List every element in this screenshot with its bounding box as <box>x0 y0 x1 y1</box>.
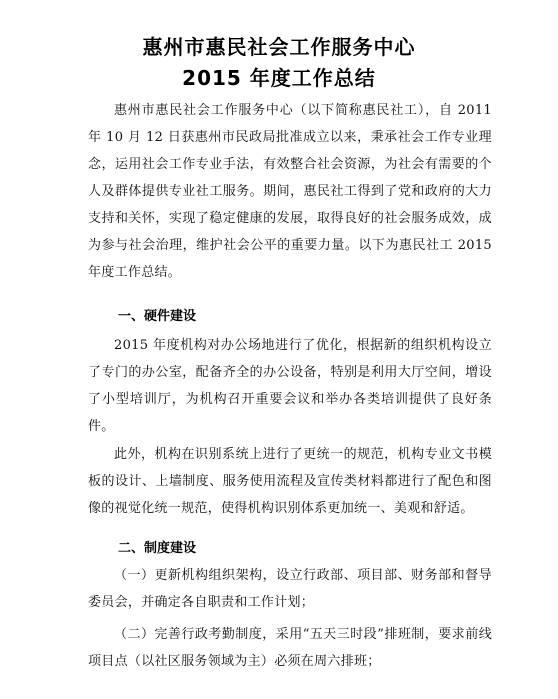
section-heading-hardware: 一、硬件建设 <box>118 309 197 324</box>
section-heading-system: 二、制度建设 <box>118 541 197 556</box>
document-title-line1: 惠州市惠民社会工作服务中心 <box>142 35 416 59</box>
hardware-paragraph-1: 2015 年度机构对办公场地进行了优化，根据新的组织机构设立了专门的办公室，配备齐全的办公设备，特别是利用大厅空间，增设了小型培训厅，为机构召开重要会议和举办各类培训提供了良好条件。 <box>88 338 492 434</box>
system-item-2: （二）完善行政考勤制度，采用“五天三时段”排班制，要求前线项目点（以社区服务领域为主）必须在周六排班； <box>88 627 492 669</box>
intro-paragraph: 惠州市惠民社会工作服务中心（以下简称惠民社工），自 2011 年 10 月 12 日获惠州市民政局批准成立以来，秉承社会工作专业理念，运用社会工作专业手法，有效整合社会资源，为社会有需要的个人及群体提供专业社工服务。期间，惠民社工得到了党和政府的大力支持和关怀，实现了稳定健康的发展，取得良好的社会服务成效，成为参与社会治理，维护社会公平的重要力量。以下为惠民社工 2015 年度工作总结。 <box>88 103 492 280</box>
document-title-line2: 2015 年度工作总结 <box>182 66 376 90</box>
system-item-1: （一）更新机构组织架构，设立行政部、项目部、财务部和督导委员会，并确定各自职责和工作计划； <box>88 568 492 610</box>
hardware-paragraph-2: 此外，机构在识别系统上进行了更统一的规范，机构专业文书模板的设计、上墙制度、服务使用流程及宣传类材料都进行了配色和图像的视觉化统一规范，使得机构识别体系更加统一、美观和舒适。 <box>88 447 492 516</box>
